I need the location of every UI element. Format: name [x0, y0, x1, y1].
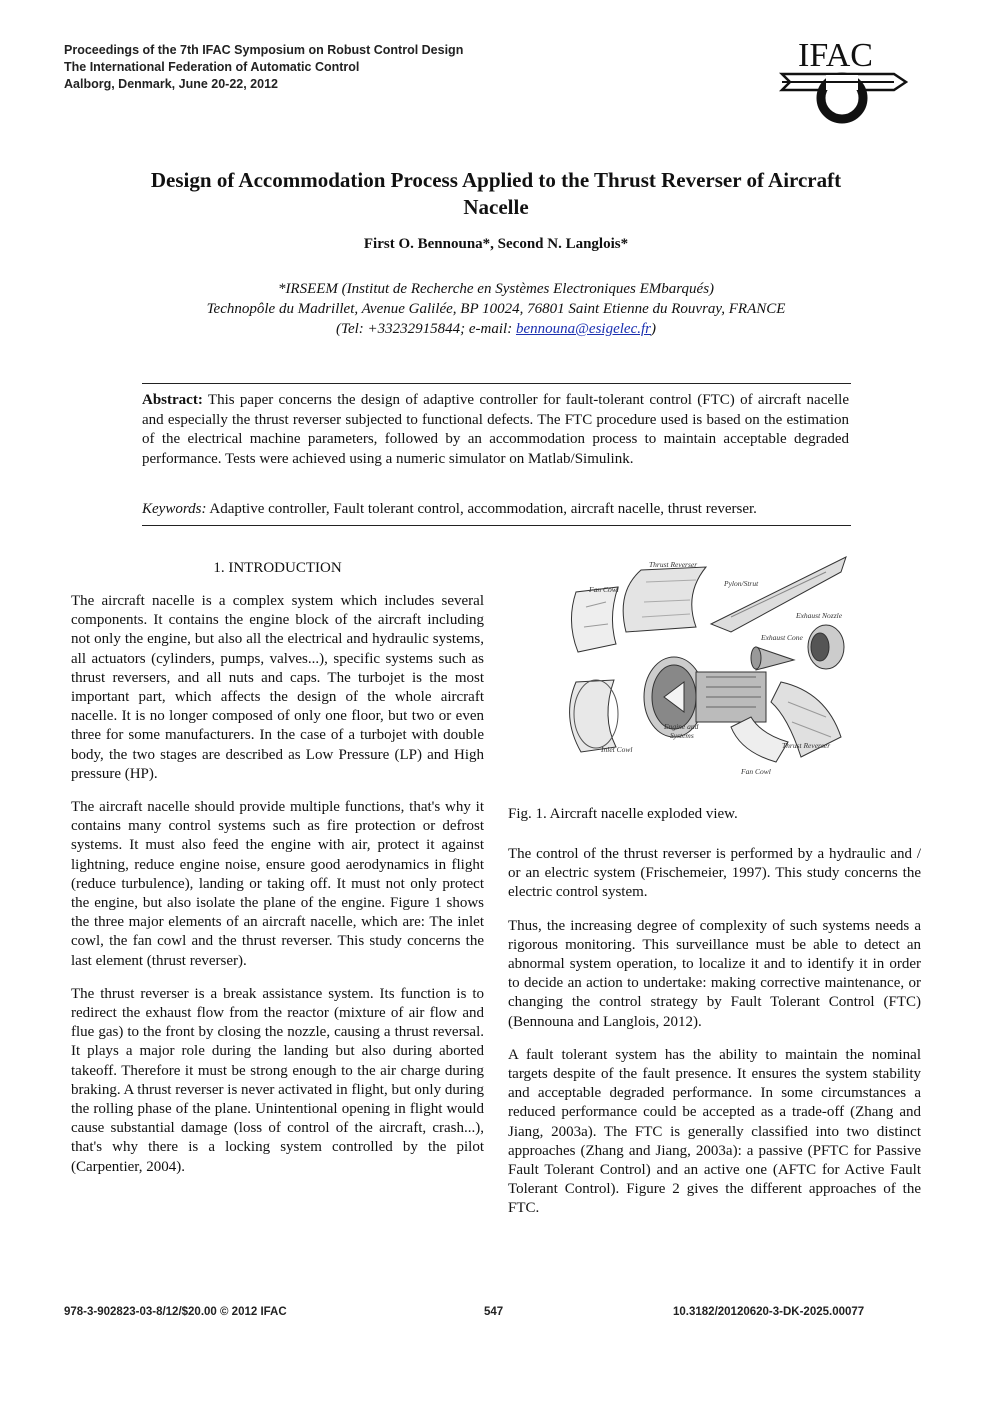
label-exhaust-cone: Exhaust Cone — [761, 633, 803, 642]
authors: First O. Bennouna*, Second N. Langlois* — [363, 236, 629, 252]
affiliation — [60, 279, 932, 339]
left-column — [71, 592, 484, 1191]
label-fan-cowl-top: Fan Cowl — [589, 585, 619, 594]
footer-doi: 10.3182/20120620-3-DK-2025.00077 — [673, 1306, 865, 1318]
label-engine-systems-1: Engine and — [664, 722, 699, 731]
affiliation-line-2: Technopôle du Madrillet, Avenue Galilée, BP 10024, 76801 Saint Etienne du Rouvray, FRANCE — [206, 301, 786, 317]
paragraph-6: A fault tolerant system has the ability to maintain the nominal targets despite of the fault presence. It ensures the system stability and acceptable degraded performance. In some circumstances a reduced performance could be accepted as a trade-off (Zhang and Jiang, 2003a). The FTC is generally classified into two distinct approaches (Zhang and Jiang, 2003a): a passive (PFTC for Passive Fault Tolerant Control) and an active one (AFTC for Active Fault Tolerant Control). Figure 2 gives the different approaches of the FTC. — [508, 1046, 921, 1217]
email-link[interactable]: bennouna@esigelec.fr — [515, 321, 651, 337]
paragraph-4: The control of the thrust reverser is performed by a hydraulic and / or an electric system (Frischemeier, 1997). This study concerns the electric control system. — [508, 846, 921, 901]
affiliation-line-3 — [60, 319, 932, 339]
proceedings-header — [64, 42, 463, 93]
proceedings-line-1: Proceedings of the 7th IFAC Symposium on Robust Control Design — [64, 43, 464, 57]
paragraph-3: The thrust reverser is a break assistance system. Its function is to redirect the exhaust flow from the reactor (mixture of air flow and flue gas) to the front by closing the nozzle, causing a thrust reversal. It plays a major role during the landing but also during aborted takeoff. Therefore it must be strong enough to the air charge during braking. A thrust reverser is never activated in flight, but only during the rolling phase of the plane. Unintentional opening in flight would cause substantial damage (loss of control of the aircraft, crash...), that's why there is a locking system controlled by the pilot (Carpentier, 2004). — [71, 985, 484, 1175]
affiliation-line-1: *IRSEEM (Institut de Recherche en Systèmes Electroniques EMbarqués) — [277, 281, 715, 297]
proceedings-line-2: The International Federation of Automatic Control — [64, 60, 360, 74]
keywords — [142, 500, 849, 519]
proceedings-line-3: Aalborg, Denmark, June 20-22, 2012 — [64, 77, 278, 91]
footer-isbn: 978-3-902823-03-8/12/$20.00 © 2012 IFAC — [64, 1306, 287, 1318]
tel-suffix: ) — [650, 321, 656, 337]
ifac-logo-icon — [776, 36, 908, 128]
paragraph-5: Thus, the increasing degree of complexity of such systems needs a rigorous monitoring. This surveillance must be able to detect an abnormal system operation, to localize it and to identify it in order to decide an action to undertake: making corrective maintenance, or changing the control strategy by Fault Tolerant Control (FTC) (Bennouna and Langlois, 2012). — [508, 917, 921, 1030]
footer-page-number: 547 — [484, 1306, 504, 1318]
paragraph-1: The aircraft nacelle is a complex system which includes several components. It contains the engine block of the aircraft including not only the engine, but also all the electrical and hydraulic systems, all actuators (cylinders, pumps, valves...), specific systems such as thrust reversers, and all nuts and caps. The turbojet is the most important part, which affects the design of the whole aircraft nacelle. It is no longer composed of only one floor, but two or even three for some manufacturers. In the case of a turbojet with double body, the two stages are described as Low Pressure (LP) and High pressure (HP). — [71, 593, 484, 782]
figure-1-caption: Fig. 1. Aircraft nacelle exploded view. — [508, 806, 738, 822]
paragraph-2: The aircraft nacelle should provide multiple functions, that's why it contains many control systems such as fire protection or defrost systems. It must also feed the engine with air, protect it against lightning, reduce engine noise, ensure good aerodynamics in flight (reduce turbulence), landing or taking off. It must not only protect the engine, but also isolate the plane of the engine. Figure 1 shows the three major elements of an aircraft nacelle, which are: The inlet cowl, the fan cowl and the thrust reverser. This study concerns the last element (thrust reverser). — [71, 799, 484, 969]
label-thrust-reverser-bottom: Thrust Reverser — [782, 741, 831, 750]
abstract-bottom-rule — [142, 525, 851, 526]
label-pylon-strut: Pylon/Strut — [724, 579, 759, 588]
keywords-text: Adaptive controller, Fault tolerant control, accommodation, aircraft nacelle, thrust reverser. — [209, 501, 757, 517]
tel-prefix: (Tel: +33232915844; e-mail: — [336, 321, 516, 337]
label-engine-systems-2: Systems — [670, 731, 694, 740]
keywords-label: Keywords: — [142, 501, 207, 517]
abstract-top-rule — [142, 383, 851, 384]
label-exhaust-nozzle: Exhaust Nozzle — [796, 611, 843, 620]
title-line-2: Nacelle — [463, 195, 529, 219]
title-line-1: Design of Accommodation Process Applied to the Thrust Reverser of Aircraft — [150, 168, 842, 192]
paper-title — [60, 167, 932, 221]
section-heading-introduction: 1. INTRODUCTION — [213, 560, 342, 576]
abstract — [142, 391, 849, 469]
label-thrust-reverser-top: Thrust Reverser — [649, 560, 698, 569]
label-inlet-cowl: Inlet Cowl — [601, 745, 633, 754]
abstract-text: This paper concerns the design of adaptive controller for fault-tolerant control (FTC) of aircraft nacelle and especially the thrust reverser subjected to functional defects. The FTC procedure used is based on the estimation of the electrical machine parameters, followed by an accommodation process to maintain acceptable degraded performance. Tests were achieved using a numeric simulator on Matlab/Simulink. — [142, 392, 849, 467]
label-fan-cowl-bottom: Fan Cowl — [741, 767, 771, 776]
ifac-logo-text: IFAC — [798, 37, 873, 74]
abstract-label: Abstract: — [142, 392, 203, 408]
right-column — [508, 845, 921, 1233]
figure-nacelle-exploded-view — [556, 552, 856, 782]
